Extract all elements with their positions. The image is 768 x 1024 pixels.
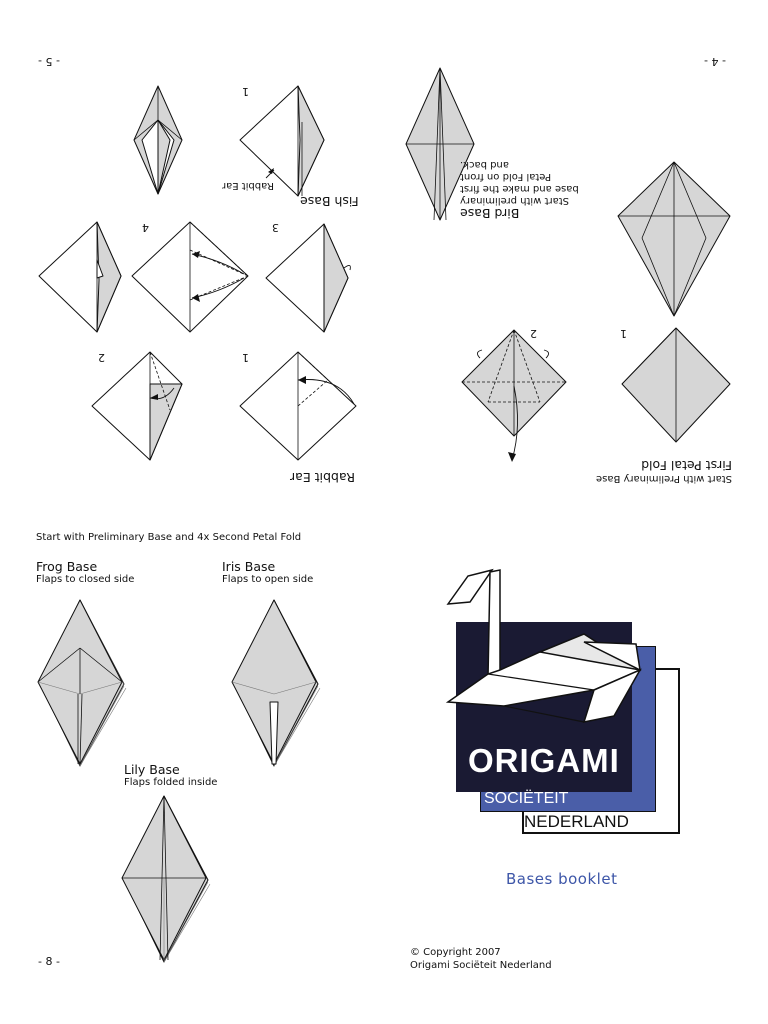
first-petal-fold-title: First Petal Fold [641,458,732,473]
copyright-line-1: © Copyright 2007 [410,947,501,958]
first-petal-step1-diagram [620,326,732,444]
page-number-8: - 8 - [38,955,60,968]
iris-base-title: Iris Base [222,559,276,574]
rabbit-ear-annotation: Rabbit Ear [222,180,274,191]
fish-step4-number: 4 [142,221,149,234]
iris-base-subtitle: Flaps to open side [222,574,314,585]
page-number-4: - 4 - [704,55,726,68]
fish-step3-number: 3 [272,221,279,234]
logo-word-nederland: NEDERLAND [524,812,629,831]
frog-base-diagram [36,598,128,770]
logo-word-origami: ORIGAMI [468,742,620,779]
origami-societeit-logo [444,566,684,842]
lower-intro-text: Start with Preliminary Base and 4x Second Petal Fold [36,532,302,543]
rabbit-step2-number: 2 [98,351,105,364]
lily-base-diagram [120,794,212,966]
first-petal-fold-subtitle: Start with Preliminary Base [595,473,732,484]
swan-icon [444,566,684,736]
fish-base-step4-diagram [37,220,127,334]
page-number-5: - 5 - [38,55,60,68]
frog-base-subtitle: Flaps to closed side [36,574,135,585]
bird-base-line-4: and back. [460,159,509,170]
rabbit-step1-number: 1 [242,351,249,364]
rabbit-ear-step1-diagram [238,350,358,462]
lily-base-subtitle: Flaps folded inside [124,777,218,788]
iris-base-diagram [230,598,322,770]
fish-base-title: Fish Base [300,194,359,209]
bird-base-line-2: base and make the first [460,183,579,194]
first-petal-fold-result-diagram [616,160,732,318]
booklet-title: Bases booklet [506,870,618,888]
rabbit-ear-step2-diagram [90,350,184,462]
fish-base-step3-square-diagram [130,220,252,334]
bird-base-line-3: Petal Fold on front [460,171,552,182]
logo-word-societeit: SOCIËTEIT [484,790,569,807]
petal-step1-number: 1 [620,327,627,340]
petal-step2-number: 2 [530,327,537,340]
bird-base-text-block [460,158,586,220]
bird-base-title: Bird Base [460,206,520,221]
fish-base-step3-diagram [264,222,356,334]
bird-base-line-1: Start with preliminary [460,195,569,206]
rabbit-ear-title: Rabbit Ear [290,470,355,485]
first-petal-step2-diagram [458,326,568,466]
lily-base-title: Lily Base [124,762,180,777]
first-petal-fold-text-block [596,458,732,484]
fish-step1-number: 1 [242,85,249,98]
copyright-line-2: Origami Sociëteit Nederland [410,960,552,971]
frog-base-title: Frog Base [36,559,98,574]
fish-base-result-diagram [130,84,186,196]
